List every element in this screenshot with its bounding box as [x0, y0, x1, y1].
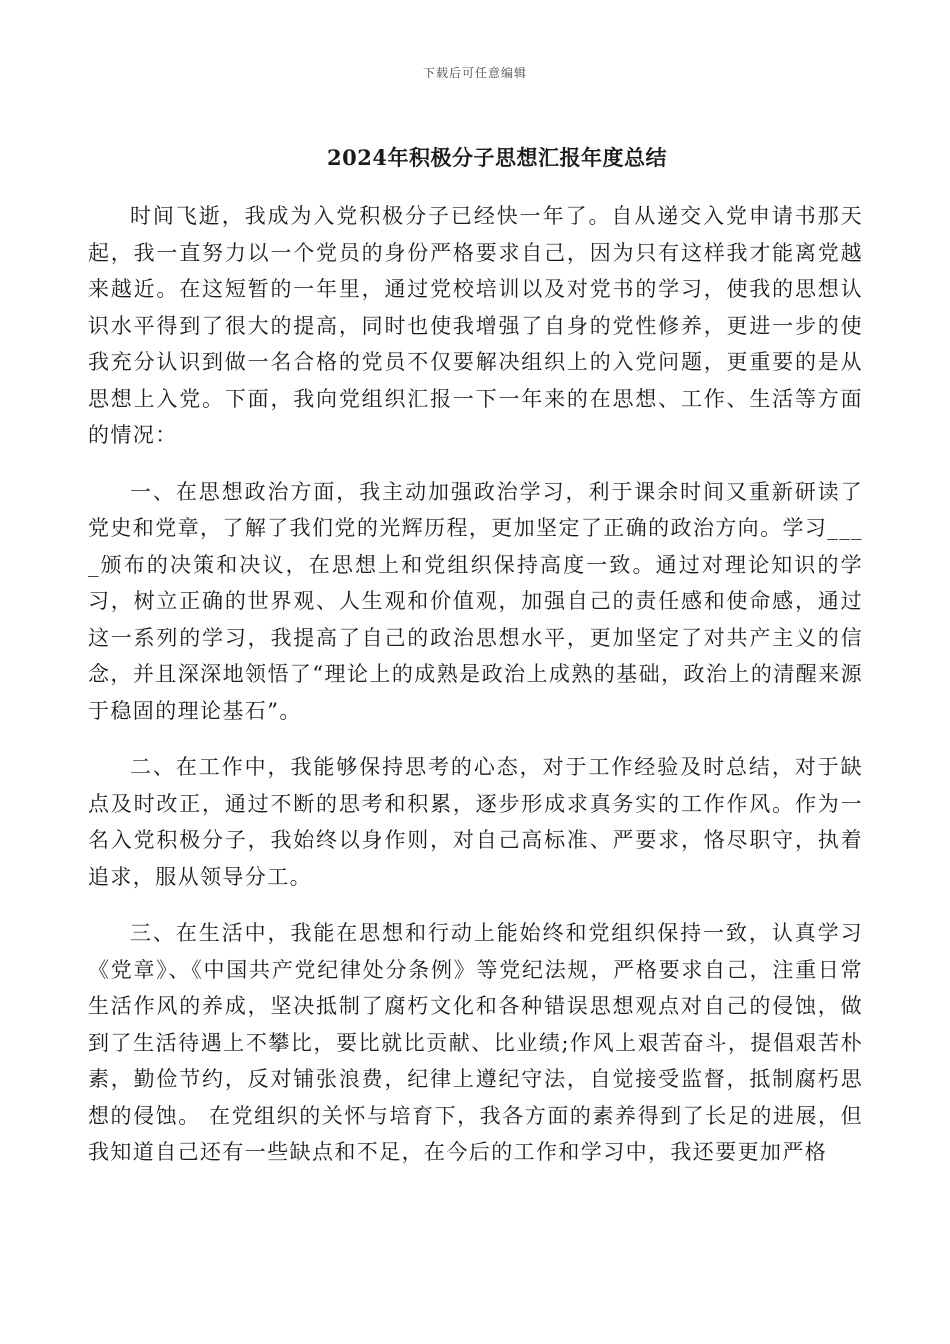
paragraph-life: 三、在生活中，我能在思想和行动上能始终和党组织保持一致，认真学习《党章》、《中国共产党纪律处分条例》等党纪法规，严格要求自己，注重日常生活作风的养成，坚决抵制了腐朽文化和各种错误思想观点对自己的侵蚀，做到了生活待遇上不攀比，要比就比贡献、比业绩;作风上艰苦奋斗，提倡艰苦朴素，勤俭节约，反对铺张浪费，纪律上遵纪守法，自觉接受监督，抵制腐朽思想的侵蚀。 在党组织的关怀与培育下，我各方面的素养得到了长足的进展，但我知道自己还有一些缺点和不足，在今后的工作和学习中，我还要更加严格 — [88, 921, 863, 1164]
document-title: 2024年积极分子思想汇报年度总结 — [327, 145, 667, 170]
document-body — [88, 198, 863, 1191]
paragraph-intro: 时间飞逝，我成为入党积极分子已经快一年了。自从递交入党申请书那天起，我一直努力以一个党员的身份严格要求自己，因为只有这样我才能离党越来越近。在这短暂的一年里，通过党校培训以及对党书的学习，使我的思想认识水平得到了很大的提高，同时也使我增强了自身的党性修养，更进一步的使我充分认识到做一名合格的党员不仅要解决组织上的入党问题，更重要的是从思想上入党。下面，我向党组织汇报一下一年来的在思想、工作、生活等方面的情况： — [88, 204, 863, 447]
header-note: 下载后可任意编辑 — [422, 66, 527, 80]
paragraph-political: 一、在思想政治方面，我主动加强政治学习，利于课余时间又重新研读了党史和党章，了解了我们党的光辉历程，更加坚定了正确的政治方向。学习____颁布的决策和决议，在思想上和党组织保持高度一致。通过对理论知识的学习，树立正确的世界观、人生观和价值观，加强自己的责任感和使命感，通过这一系列的学习，我提高了自己的政治思想水平，更加坚定了对共产主义的信念，并且深深地领悟了“理论上的成熟是政治上成熟的基础，政治上的清醒来源于稳固的理论基石”。 — [88, 479, 863, 723]
paragraph-work: 二、在工作中，我能够保持思考的心态，对于工作经验及时总结，对于缺点及时改正，通过不断的思考和积累，逐步形成求真务实的工作作风。作为一名入党积极分子，我始终以身作则，对自己高标准、严要求，恪尽职守，执着追求，服从领导分工。 — [88, 755, 863, 889]
